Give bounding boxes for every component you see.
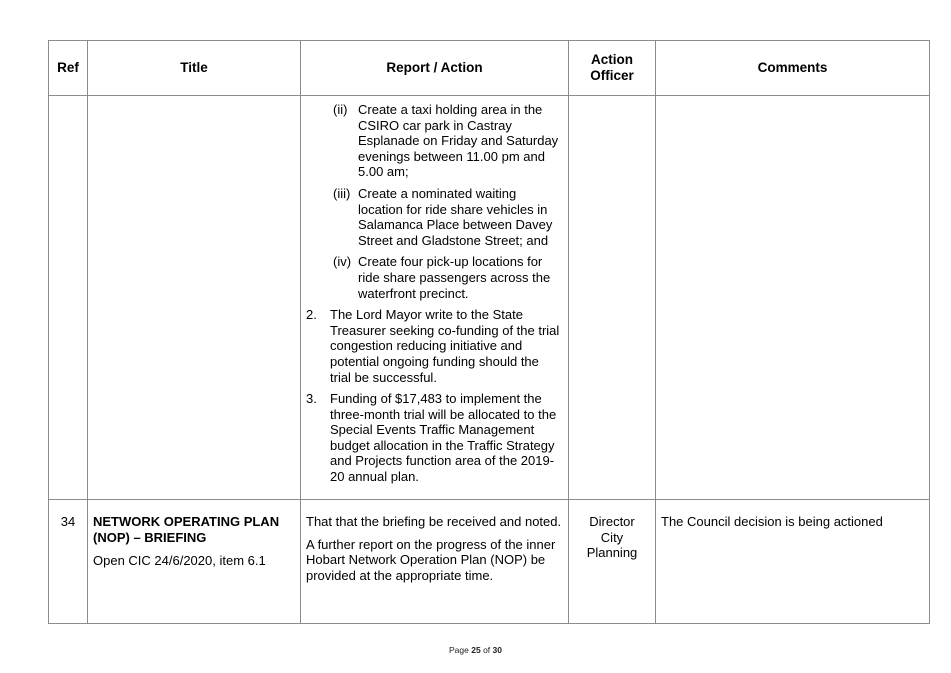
table-row xyxy=(49,500,930,624)
title-cell-empty xyxy=(88,96,301,500)
page-of: of xyxy=(483,645,491,655)
page-number xyxy=(0,645,951,655)
list-item-label: (iv) xyxy=(333,254,352,270)
table-row xyxy=(49,96,930,500)
header-action-officer-label: Action Officer xyxy=(590,52,634,83)
header-title: Title xyxy=(88,41,301,96)
list-item-label: (iii) xyxy=(333,185,351,201)
header-action-officer xyxy=(569,41,656,96)
comments-cell: The Council decision is being actioned xyxy=(656,500,930,624)
table-header-row xyxy=(49,41,930,96)
list-item-label: 3. xyxy=(306,391,317,407)
list-item-text: The Lord Mayor write to the State Treasurer seeking co-funding of the trial congestion reducing initiative and potential ongoing funding should the trial be successful. xyxy=(330,307,560,385)
list-item xyxy=(306,391,563,485)
report-cell xyxy=(301,500,569,624)
page-prefix: Page xyxy=(448,645,469,655)
council-actions-table xyxy=(48,40,930,624)
list-item xyxy=(306,307,563,385)
item-title: NETWORK OPERATING PLAN (NOP) – BRIEFING xyxy=(93,514,280,545)
header-comments: Comments xyxy=(656,41,930,96)
list-item-text: Create a nominated waiting location for ride share vehicles in Salamanca Place between Davey Street and Gladstone Street; and xyxy=(358,185,553,248)
list-item xyxy=(333,254,563,301)
officer-cell xyxy=(569,500,656,624)
current-page: 25 xyxy=(471,645,481,655)
header-ref: Ref xyxy=(49,41,88,96)
list-item-text: Create a taxi holding area in the CSIRO car park in Castray Esplanade on Friday and Saturday evenings between 11.00 pm and 5.00 am; xyxy=(358,102,559,180)
meeting-reference: Open CIC 24/6/2020, item 6.1 xyxy=(93,553,266,569)
list-item-text: Funding of $17,483 to implement the three-month trial will be allocated to the Special Events Traffic Management budget allocation in the Traffic Strategy and Projects function area of the 2019-20 annual plan. xyxy=(330,391,557,485)
ref-cell: 34 xyxy=(49,500,88,624)
title-cell xyxy=(88,500,301,624)
officer-cell-empty xyxy=(569,96,656,500)
report-cell xyxy=(301,96,569,500)
action-officer: Director City Planning xyxy=(586,514,638,561)
list-item-label: 2. xyxy=(306,307,317,323)
list-item-label: (ii) xyxy=(333,102,348,117)
list-item xyxy=(333,186,563,248)
report-paragraph: A further report on the progress of the inner Hobart Network Operation Plan (NOP) be provided at the appropriate time. xyxy=(306,536,556,583)
report-paragraph: That that the briefing be received and noted. xyxy=(306,514,562,529)
list-item-text: Create four pick-up locations for ride share passengers across the waterfront precinct. xyxy=(358,254,551,301)
comments-cell-empty xyxy=(656,96,930,500)
total-pages: 30 xyxy=(492,645,502,655)
list-item xyxy=(333,102,563,180)
ref-cell-empty xyxy=(49,96,88,500)
header-report-action: Report / Action xyxy=(301,41,569,96)
